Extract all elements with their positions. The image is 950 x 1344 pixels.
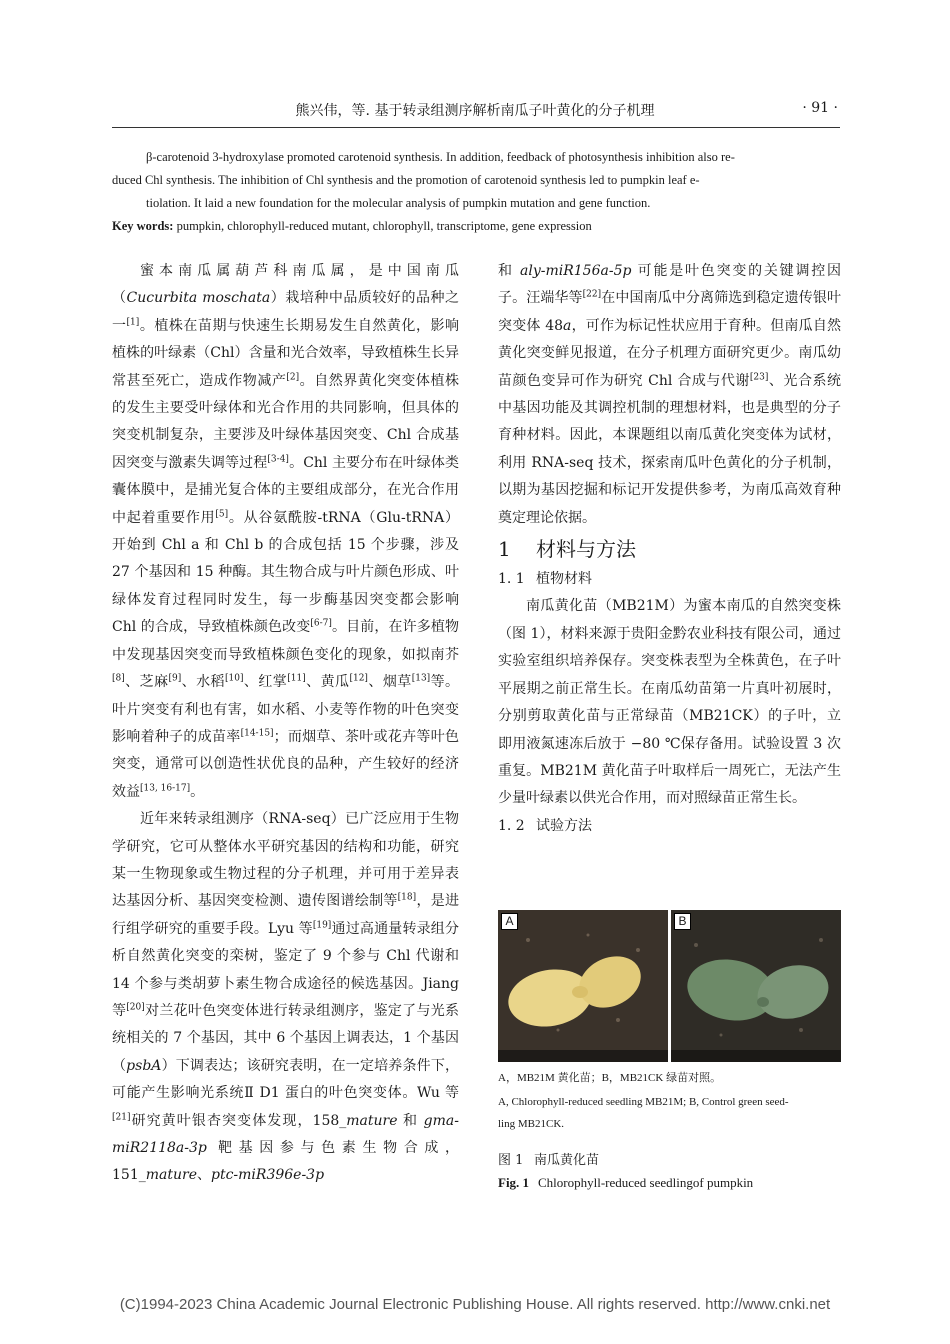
abstract-line: β-carotenoid 3-hydroxylase promoted carotenoid synthesis. In addition, feedback of photosynthesis inhibition also re- bbox=[146, 150, 735, 164]
caption-cn-small: A，MB21M 黄化苗；B，MB21CK 绿苗对照。 bbox=[498, 1072, 722, 1084]
caption-cn bbox=[498, 1150, 599, 1172]
page-number: · 91 · bbox=[802, 100, 838, 116]
section-heading-1: 1 材料与方法 bbox=[498, 537, 636, 562]
abstract-line: duced Chl synthesis. The inhibition of Chl synthesis and the promotion of carotenoid synthesis led to pumpkin leaf e- bbox=[112, 173, 700, 187]
citation[interactable]: [8] bbox=[112, 673, 125, 684]
citation[interactable]: [12] bbox=[349, 673, 368, 684]
intro-paragraph-1: 蜜本南瓜属葫芦科南瓜属，是中国南瓜（Cucurbita moschata）栽培种中品质较好的品种之一[1]。植株在苗期与快速生长期易发生自然黄化，影响植株的叶绿素（Chl）含量和光合效率，导致植株生长异常甚至死亡，造成作物减产[2]。自然界黄化突变体植株的发生主要受叶绿体和光合作用的共同影响，但具体的突变机制复杂，主要涉及叶绿体基因突变、Chl 合成基因突变与激素失调等过程[3-4]。Chl 主要分布在叶绿体类囊体膜中，是捕光复合体的主要组成部分，在光合作用中起着重要作用[5]。从谷氨酰胺-tRNA（Glu-tRNA）开始到 Chl a 和 Chl b 的合成包括 15 个步骤，涉及 27 个基因和 15 种酶。其生物合成与叶片颜色形成、叶绿体发育过程同时发生，每一步酶基因突变都会影响 Chl 的合成，导致植株颜色改变[6-7]。目前，在许多植物中发现基因突变而导致植株颜色变化的现象，如拟南芥[8]、芝麻[9]、水稻[10]、红掌[11]、黄瓜[12]、烟草[13]等。叶片突变有利也有害，如水稻、小麦等作物的叶色突变影响着种子的成苗率[14-15]；而烟草、茶叶或花卉等叶色突变，通常可以创造性状优良的品种，产生较好的经济效益[13, 16-17]。 bbox=[112, 263, 460, 800]
caption-en-number: Fig. 1 bbox=[498, 1175, 530, 1190]
panel-a-yellow-seedling bbox=[498, 910, 668, 1062]
figure-photo bbox=[498, 910, 841, 1062]
materials-paragraph: 南瓜黄化苗（MB21M）为蜜本南瓜的自然突变株（图 1），材料来源于贵阳金黔农业科技有限公司，通过实验室组织培养保存。突变株表型为全株黄色，在子叶平展期之前正常生长。在南瓜幼苗第一片真叶初展时，分别剪取黄化苗与正常绿苗（MB21CK）的子叶，立即用液氮速冻后放于 −80 ℃保存备用。试验设置 3 次重复。MB21M 黄化苗子叶取样后一周死亡，无法产生少量叶绿素以供光合作用，而对照绿苗正常生长。 bbox=[498, 598, 841, 807]
citation[interactable]: [5] bbox=[215, 509, 229, 519]
citation[interactable]: [22] bbox=[582, 289, 602, 300]
left-column bbox=[112, 258, 459, 1190]
panel-b-label: B bbox=[674, 913, 691, 930]
copyright-footer: (C)1994-2023 China Academic Journal Electronic Publishing House. All rights reserved. http://www.cnki.net bbox=[119, 1296, 831, 1313]
running-header bbox=[0, 96, 950, 126]
caption-en-small-2: ling MB21CK. bbox=[498, 1118, 565, 1130]
citation[interactable]: [13, 16-17] bbox=[140, 783, 191, 794]
citation[interactable]: [20] bbox=[126, 1002, 145, 1013]
panel-b-green-seedling bbox=[671, 910, 841, 1062]
citation[interactable]: [14-15] bbox=[240, 728, 274, 739]
citation[interactable]: [9] bbox=[168, 673, 182, 684]
caption-en-small-1: A, Chlorophyll-reduced seedling MB21M; B, Control green seed- bbox=[498, 1096, 789, 1108]
citation[interactable]: [1] bbox=[126, 317, 140, 328]
citation[interactable]: [3-4] bbox=[267, 454, 289, 465]
citation[interactable]: [2] bbox=[286, 371, 300, 382]
citation[interactable]: [19] bbox=[312, 920, 332, 931]
caption-en bbox=[498, 1172, 753, 1194]
panel-a-label: A bbox=[501, 913, 518, 930]
citation[interactable]: [10] bbox=[225, 673, 244, 684]
section-heading-1-1: 1. 1 植物材料 bbox=[498, 571, 592, 588]
citation[interactable]: [21] bbox=[112, 1111, 131, 1122]
citation[interactable]: [6-7] bbox=[310, 618, 332, 629]
caption-en-title: Chlorophyll-reduced seedlingof pumpkin bbox=[538, 1175, 754, 1190]
citation[interactable]: [23] bbox=[749, 371, 769, 382]
citation[interactable]: [18] bbox=[397, 892, 417, 903]
caption-cn-title: 南瓜黄化苗 bbox=[534, 1153, 600, 1168]
running-title: 熊兴伟，等. 基于转录组测序解析南瓜子叶黄化的分子机理 bbox=[295, 103, 655, 119]
abstract-line: tiolation. It laid a new foundation for the molecular analysis of pumpkin mutation and gene function. bbox=[146, 196, 651, 210]
header-rule bbox=[112, 127, 840, 128]
intro-paragraph-2: 近年来转录组测序（RNA-seq）已广泛应用于生物学研究，它可从整体水平研究基因的结构和功能，研究某一生物现象或生物过程的分子机理，并可用于差异表达基因分析、基因突变检测、遗传图谱绘制等[18]，是进行组学研究的重要手段。Lyu 等[19]通过高通量转录组分析自然黄化突变的栾树，鉴定了 9 个参与 Chl 代谢和 14 个参与类胡萝卜素生物合成途径的候选基因。Jiang 等[20]对兰花叶色突变体进行转录组测序，鉴定了与光系统相关的 7 个基因，其中 6 个基因上调表达，1 个基因（psbA）下调表达；该研究表明，在一定培养条件下，可能产生影响光系统Ⅱ D1 蛋白的叶色突变体。Wu 等[21]研究黄叶银杏突变体发现，158_mature 和 gma-miR2118a-3p 靶基因参与色素生物合成，151_mature、ptc-miR396e-3p bbox=[112, 811, 460, 1184]
keywords-label: Key words: bbox=[112, 219, 174, 233]
keywords-line bbox=[112, 215, 840, 238]
citation[interactable]: [11] bbox=[287, 673, 306, 684]
right-column bbox=[498, 258, 841, 840]
keywords-text: pumpkin, chlorophyll-reduced mutant, chlorophyll, transcriptome, gene expression bbox=[173, 219, 592, 233]
caption-cn-number: 图 1 bbox=[498, 1153, 524, 1168]
abstract-block bbox=[112, 146, 840, 238]
section-heading-1-2: 1. 2 试验方法 bbox=[498, 817, 592, 834]
citation[interactable]: [13] bbox=[411, 673, 431, 684]
intro-paragraph-2-cont: 和 aly-miR156a-5p 可能是叶色突变的关键调控因子。汪端华等[22]在中国南瓜中分离筛选到稳定遗传银叶突变体 48a，可作为标记性状应用于育种。但南瓜自然黄化突变鲜见报道，在分子机理方面研究更少。南瓜幼苗颜色变异可作为研究 Chl 合成与代谢[23]、光合系统中基因功能及其调控机制的理想材料，也是典型的分子育种材料。因此，本课题组以南瓜黄化突变体为试材，利用 RNA-seq 技术，探索南瓜叶色黄化的分子机制，以期为基因挖掘和标记开发提供参考，为南瓜高效育种奠定理论依据。 bbox=[498, 263, 842, 526]
